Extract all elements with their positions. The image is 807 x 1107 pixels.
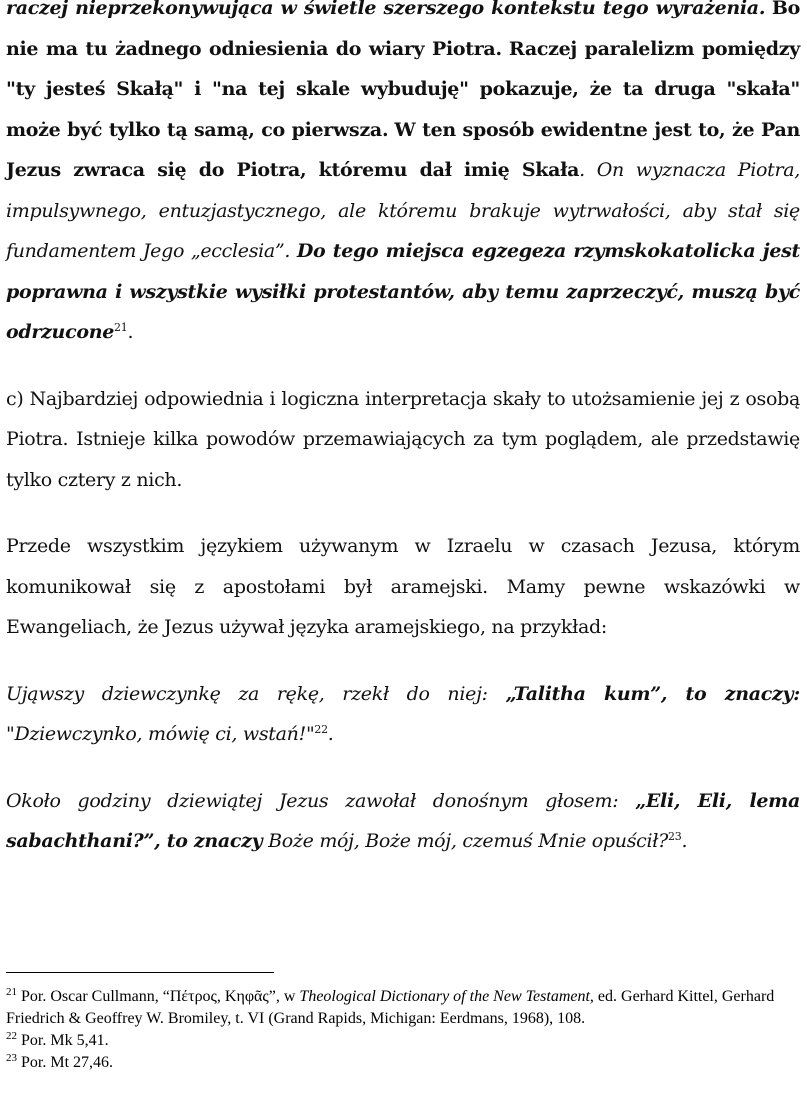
text-span: raczej nieprzekonywująca w świetle szerszego kontekstu tego wyrażenia. [6,0,766,19]
text-span: Boże mój, Boże mój, czemuś Mnie opuścił? [262,830,669,852]
paragraph-interpretation: c) Najbardziej odpowiednia i logiczna interpretacja skały to utożsamienie jej z osobą Piotra. Istnieje kilka powodów przemawiających za tym poglądem, ale przedstawię tylko cztery z nich. [6,387,800,491]
footnote-22 [6,1030,800,1052]
footnote-number: 21 [6,986,17,998]
paragraph-aramaic: Przede wszystkim językiem używanym w Izraelu w czasach Jezusa, którym komunikował się z apostołami był aramejski. Mamy pewne wskazówki w Ewangeliach, że Jezus używał języka aramejskiego, na przykład: [6,535,800,638]
text-span: "Dziewczynko, mówię ci, wstań!" [6,723,315,745]
footnote-ref[interactable]: 23 [668,830,682,843]
text-span: . [327,723,334,745]
text-span: Bo nie ma tu żadnego odniesienia do wiary Piotra. [6,0,800,60]
text-span: . [681,830,688,852]
footnote-number: 22 [6,1030,17,1042]
footnotes-section [6,972,800,1074]
footnote-text: Por. Mt 27,46. [17,1054,114,1071]
quote-eli-eli [6,781,800,862]
text-span: „Eli, Eli, lema sabachthani?”, to znaczy [6,789,800,852]
text-span: . On wyznacza Piotra, impulsywnego, entuzjastycznego, ale któremu brakuje wytrwałości, aby stał się fundamentem Jego „ecclesia”. [6,159,800,262]
footnote-text: Por. Mk 5,41. [17,1032,109,1049]
text-span: Raczej paralelizm pomiędzy "ty jesteś Skałą" i "na tej skale wybuduję" pokazuje, że ta druga "skała" może być tylko tą samą, co pierwsza. [6,37,800,141]
text-span: Około godziny dziewiątej Jezus zawołał donośnym głosem: [6,789,636,812]
text-span: W ten sposób ewidentne jest to, że Pan Jezus zwraca się do Piotra, któremu dał imię Skała [6,118,800,181]
text-span: . [127,321,134,343]
quote-talitha-kum [6,674,800,755]
footnote-number: 23 [6,1052,17,1064]
footnote-ref[interactable]: 21 [114,321,128,334]
footnote-book-title: Theological Dictionary of the New Testament [299,988,590,1005]
footnote-ref[interactable]: 22 [314,723,328,736]
footnote-21 [6,986,800,1030]
text-span: „Talitha kum”, to znaczy: [505,682,800,705]
footnote-23 [6,1052,800,1074]
document-body [6,0,800,862]
text-span: Do tego miejsca egzegeza rzymskokatolicka jest poprawna i wszystkie wysiłki protestantów, aby temu zaprzeczyć, muszą być odrzucone [6,240,800,343]
footnote-text: Por. Oscar Cullmann, “Πέτρος, Κηφᾶς”, w [17,988,300,1005]
text-span: Ująwszy dziewczynkę za rękę, rzekł do niej: [6,682,506,705]
paragraph-rock-exegesis [6,0,800,353]
footnote-separator [6,972,274,973]
footnote-text: , ed. Gerhard Kittel, Gerhard Friedrich & Geoffrey W. Bromiley, t. VI (Grand Rapids, Michigan: Eerdmans, 1968), 108. [6,988,775,1027]
